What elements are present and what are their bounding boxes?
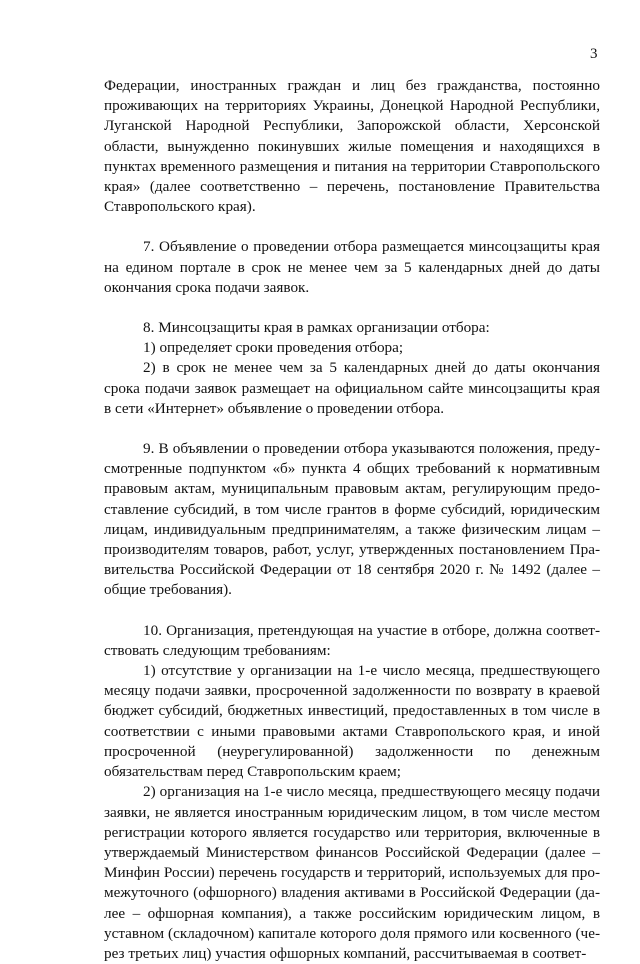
paragraph-10-item-2: 2) организация на 1-е число месяца, предшествующего месяцу подачи заявки, не является иностранным юридическим лицом, в том числе местом регистрации которого является государство или территория, включенные в утверждаемый Министерством финансов Российской Федерации (далее – Минфин России) перечень государств и территорий, используемых для промежуточного (офшорного) владения активами в Российской Федерации (далее – офшорная компания), а также российским юридическим лицом, в уставном (складочном) капитале которого доля прямого или косвенного (через третьих лиц) участия офшорных компаний, рассчитываемая в соответ-	[104, 783, 600, 962]
page-number: 3	[590, 46, 598, 62]
paragraph-8-item-1: 1) определяет сроки проведения отбора;	[143, 339, 404, 357]
paragraph-10: 10. Организация, претендующая на участие в отборе, должна соответствовать следующим требованиям:	[104, 621, 600, 659]
document-body	[104, 76, 600, 964]
paragraph-10-item-1: 1) отсутствие у организации на 1-е число месяца, предшествующего месяцу подачи заявки, просроченной задолженности по возврату в краевой бюджет субсидий, бюджетных инвестиций, предоставленных в том числе в соответствии с иными правовыми актами Ставропольского края, и иной просроченной (неурегулированной) задолженности по денежным обязательствам перед Ставропольским краем;	[104, 662, 600, 781]
paragraph-8-item-2: 2) в срок не менее чем за 5 календарных дней до даты окончания срока подачи заявок размещает на официальном сайте минсоцзащиты края в сети «Интернет» объявление о проведении отбора.	[104, 359, 600, 417]
paragraph-7: 7. Объявление о проведении отбора размещается минсоцзащиты края на едином портале в срок не менее чем за 5 календарных дней до даты окончания срока подачи заявок.	[104, 238, 600, 296]
paragraph-continued: Федерации, иностранных граждан и лиц без гражданства, постоянно проживающих на территориях Украины, Донецкой Народной Республики, Луганской Народной Республики, Запорожской области, Херсонской области, вынужденно покинувших жилые помещения и находящихся в пунктах временного размещения и питания на территории Ставропольского края» (далее соответственно – перечень, постановление Правительства Ставропольского края).	[104, 77, 600, 216]
paragraph-9: 9. В объявлении о проведении отбора указываются положения, предусмотренные подпунктом «б» пункта 4 общих требований к нормативным правовым актам, муниципальным правовым актам, регулирующим предоставление субсидий, в том числе грантов в форме субсидий, юридическим лицам, индивидуальным предпринимателям, а также физическим лицам – производителям товаров, работ, услуг, утвержденных постановлением Правительства Российской Федерации от 18 сентября 2020 г. № 1492 (далее – общие требования).	[104, 440, 600, 599]
paragraph-8: 8. Минсоцзащиты края в рамках организации отбора:	[143, 319, 490, 337]
